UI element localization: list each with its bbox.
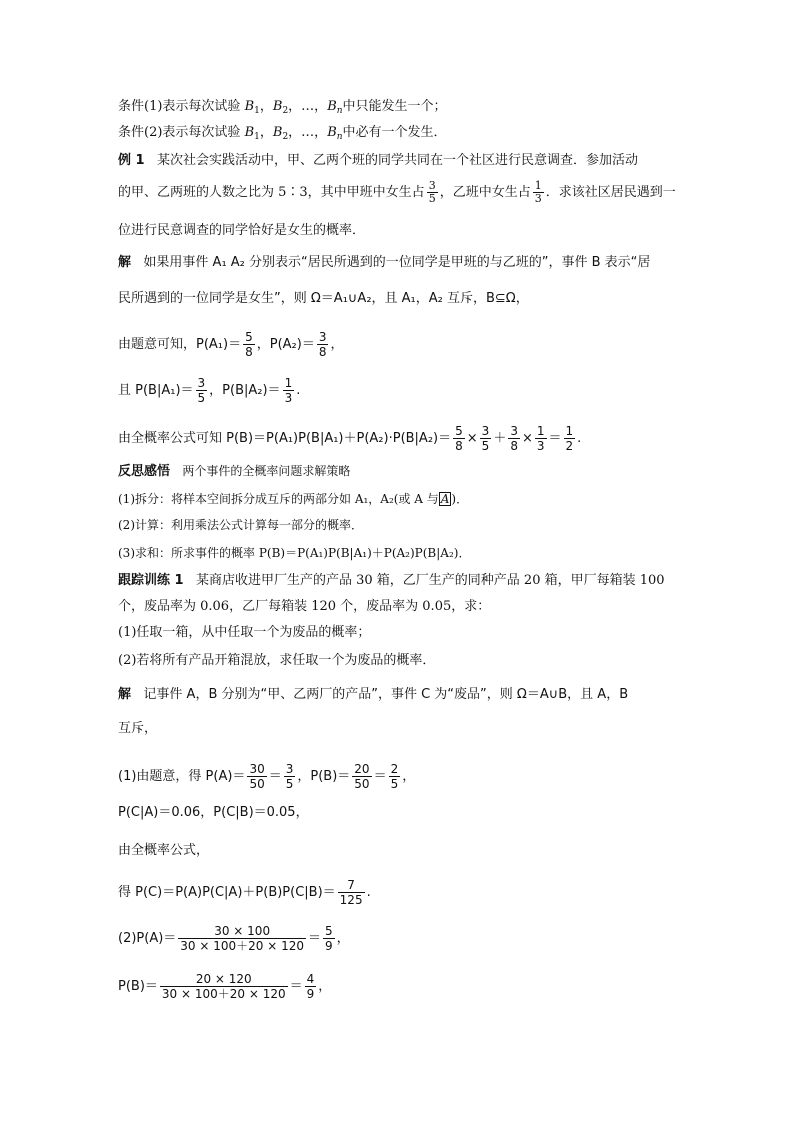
numerator: 5	[455, 424, 463, 438]
text: (3)求和：所求事件的概率 P(B)＝P(A₁)P(B|A₁)＋P(A₂)P(B|A₂)．	[118, 546, 471, 560]
denominator: 30 × 100＋20 × 120	[161, 987, 286, 1001]
numerator: 30 × 100	[178, 924, 306, 939]
numerator: 3	[481, 424, 490, 438]
text: 且 P(B|A₁)＝	[118, 383, 194, 398]
solution-1-line-2	[118, 290, 529, 308]
text: ，	[336, 931, 350, 946]
numerator: 5	[325, 924, 333, 938]
example-1-line-3	[118, 222, 365, 240]
numerator: 20 × 120	[160, 972, 288, 987]
fraction	[338, 878, 365, 907]
solution-1-line-4	[118, 376, 300, 405]
fraction	[352, 762, 371, 791]
text: n	[336, 132, 343, 142]
denominator: 3	[284, 391, 293, 405]
text: (2)若将所有产品开箱混放，求任取一个为废品的概率．	[118, 653, 436, 668]
text: .	[366, 885, 371, 900]
text: B	[327, 125, 337, 140]
text: 由全概率公式，	[118, 843, 210, 858]
numerator: 3	[510, 424, 518, 438]
fraction	[323, 924, 335, 953]
solution-2-line-7	[118, 924, 350, 953]
text: ，…，	[288, 125, 328, 140]
solution-2-line-1	[118, 686, 628, 704]
denominator: 8	[318, 345, 327, 359]
text: 个，废品率为 0.06，乙厂每箱装 120 个，废品率为 0.05，求：	[118, 599, 491, 614]
solution-2-line-8	[118, 972, 331, 1001]
exercise-label: 跟踪训练 1	[118, 573, 184, 588]
numerator: 20	[354, 762, 370, 776]
text: B	[244, 99, 255, 114]
condition-1	[118, 98, 447, 116]
track-1-line-2	[118, 598, 490, 616]
fraction	[243, 330, 255, 359]
numerator: 1	[536, 424, 545, 438]
text: P(B)＝	[118, 979, 158, 994]
denominator: 3	[534, 192, 542, 205]
text: )．	[451, 492, 469, 506]
text: 1	[254, 106, 260, 116]
track-1-line-1	[118, 572, 665, 590]
text: 某商店收进甲厂生产的产品 30 箱，乙厂生产的同种产品 20 箱，甲厂每箱装 100	[195, 573, 665, 588]
numerator: 5	[245, 330, 253, 344]
text: (2)计算：利用乘法公式计算每一部分的概率．	[118, 518, 363, 532]
fraction	[160, 972, 288, 1001]
text: B	[272, 99, 283, 114]
solution-1-line-5	[118, 424, 581, 453]
denominator: 9	[325, 939, 333, 953]
text: 2	[282, 106, 289, 116]
fraction	[196, 376, 208, 405]
track-1-question-2	[118, 652, 435, 670]
denominator: 8	[455, 439, 463, 453]
fraction	[284, 762, 296, 791]
denominator: 5	[285, 777, 294, 791]
numerator: 1	[284, 376, 293, 390]
numerator: 2	[390, 762, 399, 776]
fraction	[247, 762, 266, 791]
text: ×	[466, 431, 478, 446]
text: 中必有一个发生．	[342, 125, 447, 140]
numerator: 1	[534, 179, 542, 192]
reflection-point-3	[118, 544, 470, 562]
condition-2	[118, 124, 447, 142]
denominator: 5	[390, 777, 399, 791]
denominator: 5	[481, 439, 490, 453]
fraction	[389, 762, 401, 791]
text: ＝	[289, 979, 303, 994]
fraction	[305, 972, 317, 1001]
numerator: 4	[306, 972, 315, 986]
section-title: 反思感悟	[118, 464, 171, 479]
solution-1-line-1	[118, 254, 650, 272]
numerator: 3	[428, 179, 436, 192]
text: ，P(A₂)＝	[256, 337, 315, 352]
solution-2-line-2	[118, 720, 157, 738]
text: 互斥，	[118, 721, 158, 736]
text: P(C|A)＝0.06，P(C|B)＝0.05，	[118, 805, 309, 820]
fraction	[508, 424, 520, 453]
text: 2	[282, 132, 289, 142]
text: 中只能发生一个；	[342, 99, 447, 114]
denominator: 5	[197, 391, 206, 405]
numerator: 30	[249, 762, 265, 776]
text: B	[272, 125, 283, 140]
example-1-line-1	[118, 152, 638, 170]
denominator: 2	[565, 439, 574, 453]
numerator: 7	[338, 878, 365, 893]
text: ＝	[308, 931, 322, 946]
solution-2-line-6	[118, 878, 371, 907]
reflection-point-2	[118, 516, 363, 534]
track-1-question-1	[118, 624, 370, 642]
denominator: 5	[428, 192, 436, 205]
text: 的甲、乙两班的人数之比为 5∶3，其中甲班中女生占	[118, 185, 425, 200]
text: ，	[318, 979, 332, 994]
text: 1	[254, 132, 260, 142]
fraction	[564, 424, 576, 453]
text: ，P(B|A₂)＝	[209, 383, 281, 398]
text: 条件(2)表示每次试验	[118, 125, 245, 140]
text: ×	[521, 431, 533, 446]
text: 记事件 A，B 分别为“甲、乙两厂的产品”，事件 C 为“废品”，则 Ω＝A∪B，且 A，B	[143, 687, 629, 702]
text: ．求该社区居民遇到一	[545, 185, 676, 200]
text: n	[336, 106, 343, 116]
reflection-point-1	[118, 490, 468, 508]
text: ＝	[548, 431, 562, 446]
text: ＝	[268, 769, 282, 784]
fraction	[178, 924, 306, 953]
text: 位进行民意调查的同学恰好是女生的概率．	[118, 223, 366, 238]
fraction	[480, 424, 492, 453]
text: 民所遇到的一位同学是女生”，则 Ω＝A₁∪A₂，且 A₁，A₂ 互斥，B⊆Ω，	[118, 291, 529, 306]
text: (1)任取一箱，从中任取一个为废品的概率；	[118, 625, 371, 640]
text: 由题意可知，P(A₁)＝	[118, 337, 242, 352]
text: (1)拆分：将样本空间拆分成互斥的两部分如 A₁，A₂(或 A 与	[118, 492, 439, 506]
solution-2-line-3	[118, 762, 415, 791]
solution-2-line-4	[118, 804, 309, 822]
reflection-title	[118, 462, 350, 481]
denominator: 3	[536, 439, 545, 453]
text: (2)P(A)＝	[118, 931, 177, 946]
numerator: 3	[318, 330, 327, 344]
denominator: 125	[339, 893, 363, 907]
fraction	[427, 180, 438, 205]
text: 得 P(C)＝P(A)P(C|A)＋P(B)P(C|B)＝	[118, 885, 336, 900]
text: 由全概率公式可知 P(B)＝P(A₁)P(B|A₁)＋P(A₂)·P(B|A₂)＝	[118, 431, 452, 446]
text: ，	[402, 769, 416, 784]
solution-label: 解	[118, 687, 132, 702]
text: ＝	[373, 769, 387, 784]
numerator: 3	[285, 762, 294, 776]
text: 两个事件的全概率问题求解策略	[182, 464, 351, 478]
text: B	[327, 99, 337, 114]
denominator: 9	[306, 987, 315, 1001]
text: ，…，	[288, 99, 328, 114]
text: ，P(B)＝	[297, 769, 351, 784]
text: ＋	[493, 431, 507, 446]
denominator: 50	[354, 777, 370, 791]
fraction	[453, 424, 465, 453]
denominator: 50	[249, 777, 265, 791]
text: .	[577, 431, 582, 446]
text: 条件(1)表示每次试验	[118, 99, 245, 114]
text: ，	[330, 337, 344, 352]
denominator: 30 × 100＋20 × 120	[180, 939, 305, 953]
fraction	[535, 424, 547, 453]
denominator: 8	[245, 345, 253, 359]
text: ，乙班中女生占	[439, 185, 531, 200]
text: (1)由题意，得 P(A)＝	[118, 769, 246, 784]
text: ，	[259, 125, 273, 140]
numerator: 1	[565, 424, 574, 438]
example-1-line-2	[118, 180, 676, 205]
numerator: 3	[197, 376, 206, 390]
fraction	[283, 376, 295, 405]
denominator: 8	[510, 439, 518, 453]
example-label: 例 1	[118, 153, 145, 168]
solution-label: 解	[118, 255, 132, 270]
fraction	[533, 180, 544, 205]
text: ，	[259, 99, 273, 114]
solution-1-line-3	[118, 330, 343, 359]
text: .	[296, 383, 301, 398]
text: B	[244, 125, 255, 140]
text: 某次社会实践活动中，甲、乙两个班的同学共同在一个社区进行民意调查．参加活动	[156, 153, 638, 168]
text: 如果用事件 A₁ A₂ 分别表示“居民所遇到的一位同学是甲班的与乙班的”，事件 B 表示“居	[143, 255, 651, 270]
complement-symbol: A	[440, 492, 450, 506]
fraction	[317, 330, 329, 359]
solution-2-line-5	[118, 842, 209, 860]
